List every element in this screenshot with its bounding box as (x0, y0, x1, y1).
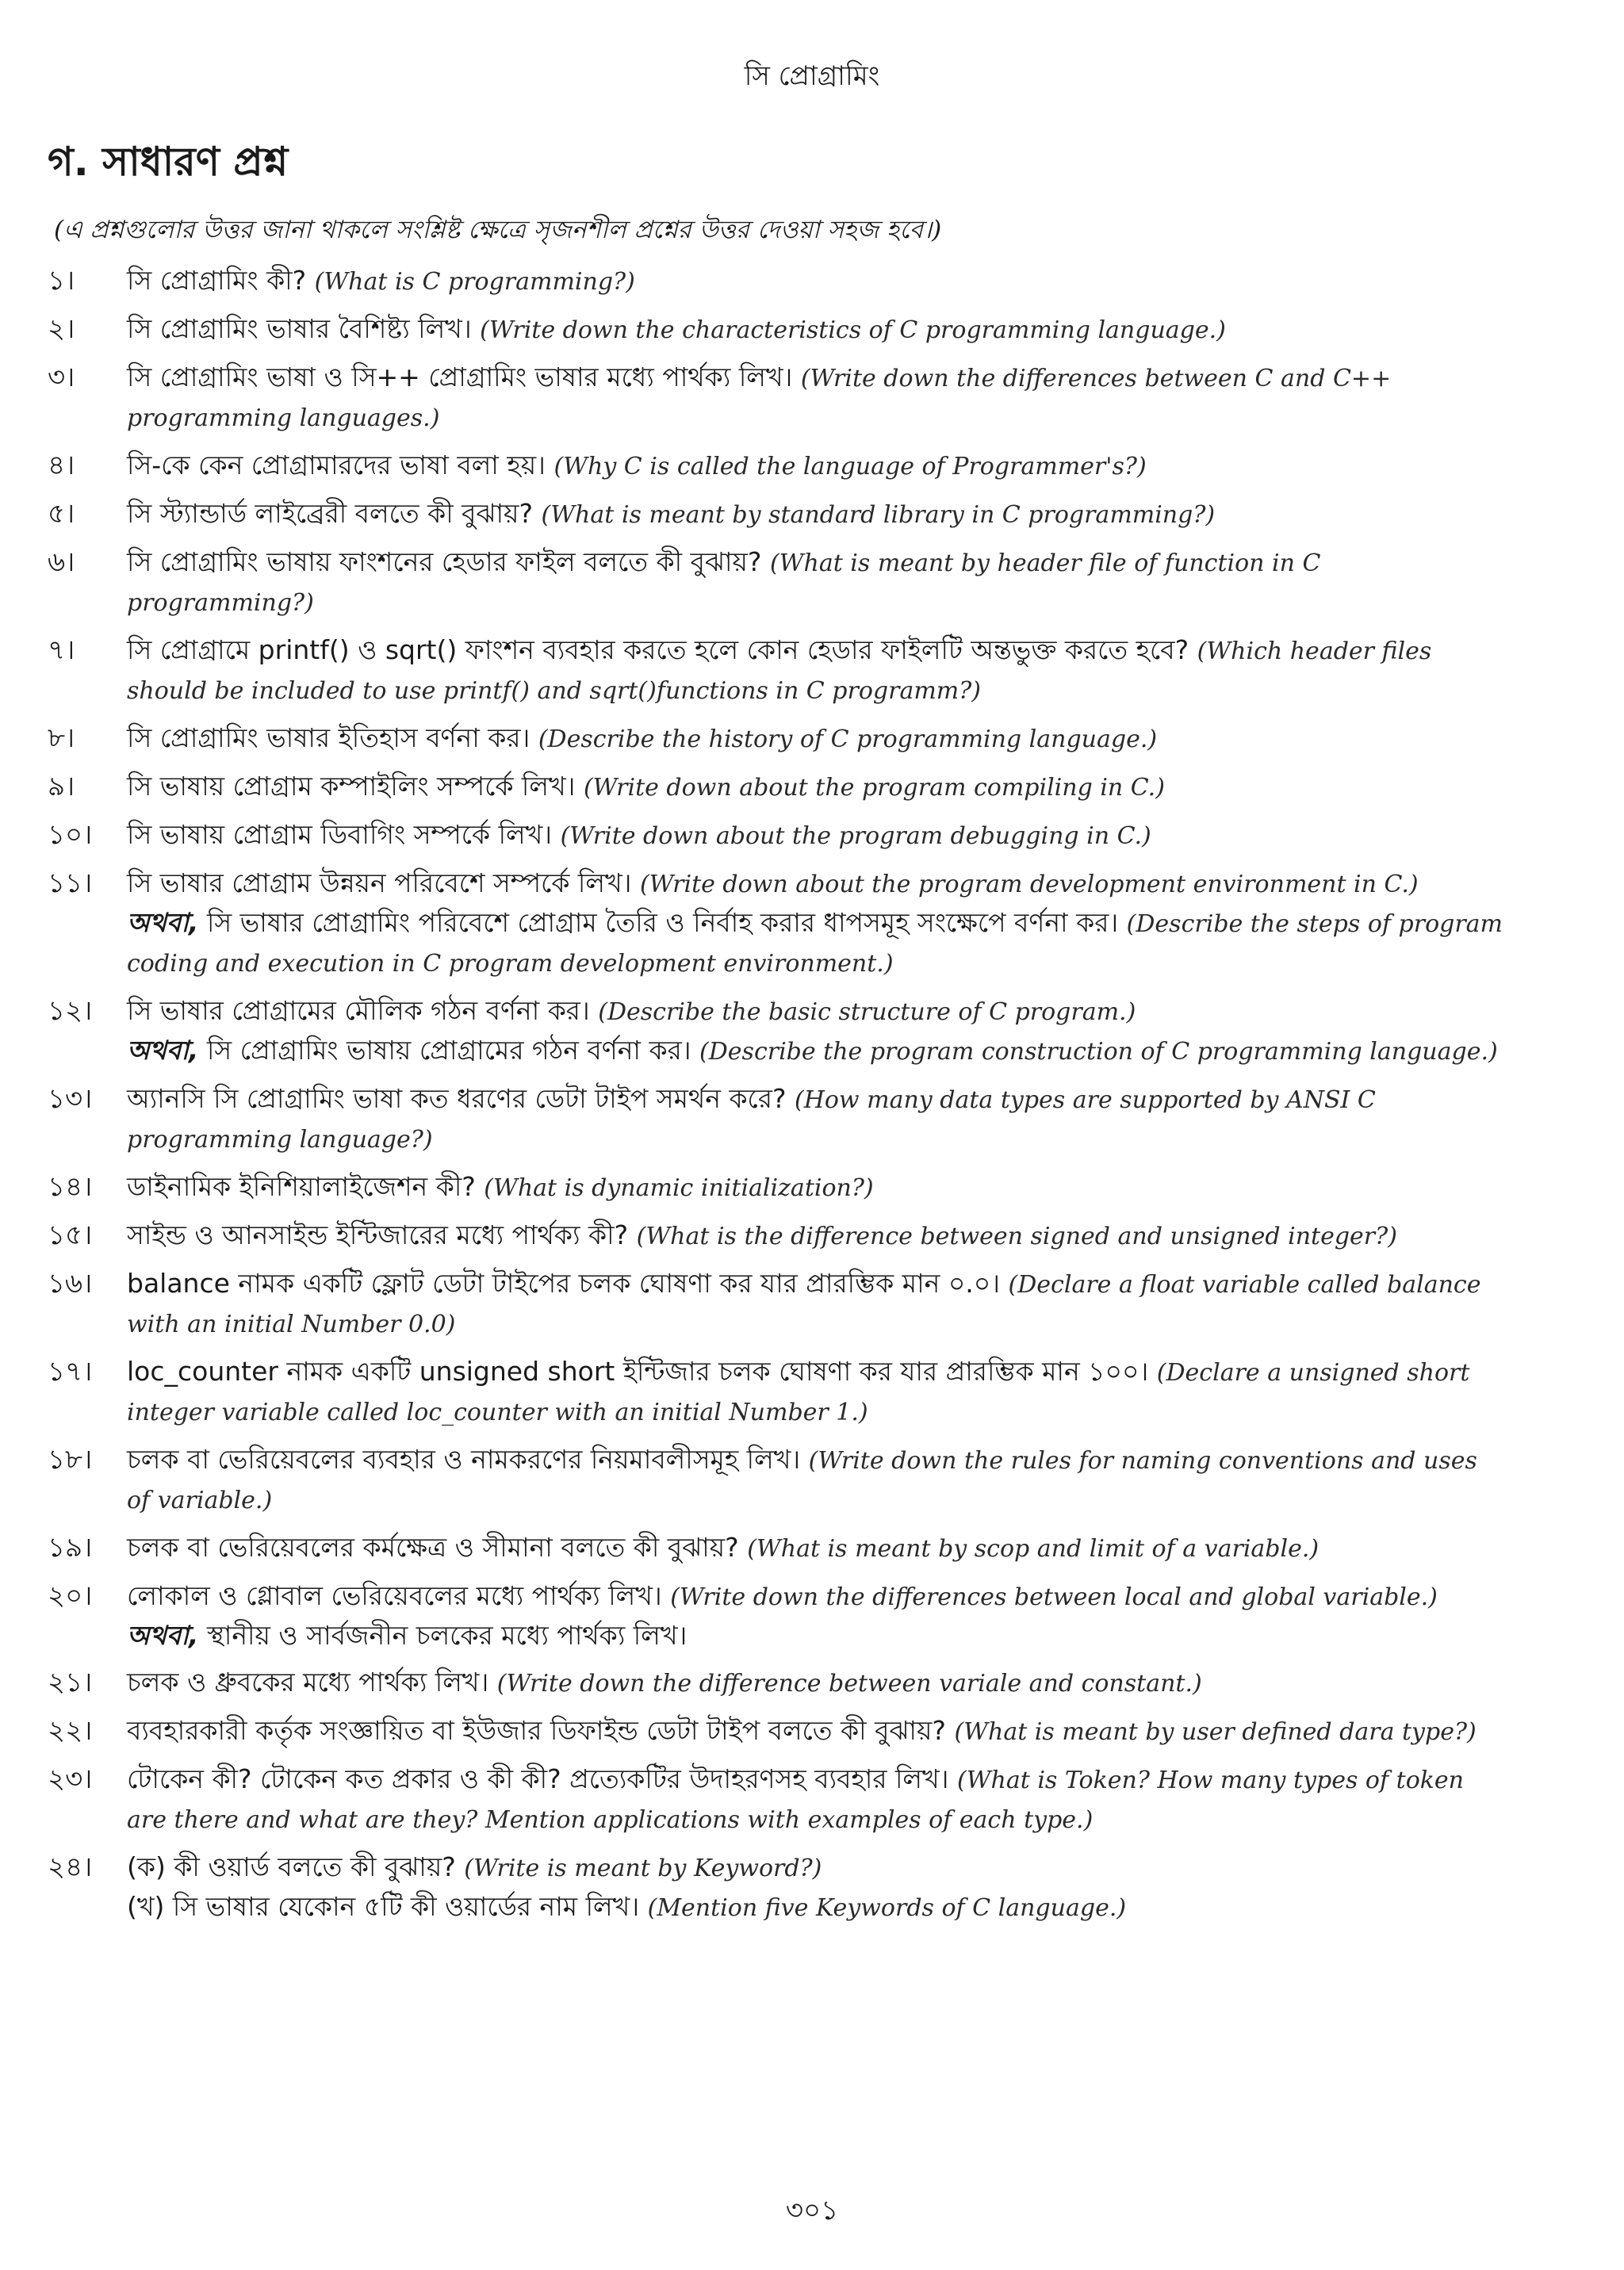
question-text-bn: ব্যবহারকারী কর্তৃক সংজ্ঞায়িত বা ইউজার ডিফাইন্ড ডেটা টাইপ বলতে কী বুঝায়? (127, 1715, 946, 1746)
alternative-question (127, 904, 1505, 983)
question-body (127, 1080, 1505, 1159)
question-item (48, 495, 1505, 534)
question-text-en: (What is C programming?) (314, 268, 635, 296)
question-item (48, 1168, 1505, 1208)
question-item (48, 446, 1505, 486)
question-number: ২০। (48, 1580, 93, 1612)
question-body (127, 1760, 1505, 1839)
sub-question-text-bn: (ক) কী ওয়ার্ড বলতে কী বুঝায়? (127, 1851, 456, 1882)
question-list (48, 262, 1505, 1927)
question-body (127, 1529, 1505, 1568)
alternative-text-en: (Describe the program construction of C programming language.) (699, 1038, 1498, 1066)
sub-question (127, 1848, 1505, 1888)
question-item (48, 1080, 1505, 1159)
question-number: ১০। (48, 819, 93, 851)
question-number: ৯। (48, 771, 75, 802)
section-note: (এ প্রশ্নগুলোর উত্তর জানা থাকলে সংশ্লিষ্ট ক্ষেত্রে সৃজনশীল প্রশ্নের উত্তর দেওয়া সহজ হবে।) (54, 216, 942, 244)
question-text-en: (What is meant by user defined dara type?) (954, 1718, 1477, 1746)
question-number: ১৭। (48, 1356, 93, 1388)
question-number: ১১। (48, 867, 93, 899)
question-item (48, 768, 1505, 807)
question-number: ২৪। (48, 1851, 93, 1883)
question-body (127, 1265, 1505, 1344)
question-number: ৬। (48, 546, 75, 578)
question-item (48, 1441, 1505, 1520)
page-number: ৩০১ (785, 2195, 839, 2226)
question-number: ১৯। (48, 1532, 93, 1564)
question-item (48, 358, 1505, 438)
alternative-text-bn: সি ভাষার প্রোগ্রামিং পরিবেশে প্রোগ্রাম তৈরি ও নির্বাহ করার ধাপসমূহ সংক্ষেপে বর্ণনা কর। (206, 907, 1119, 938)
alternative-label: অথবা, (127, 1035, 199, 1066)
question-text-en: (Write down the characteristics of C programming language.) (480, 316, 1226, 344)
question-number: ১৮। (48, 1444, 93, 1476)
question-body (127, 1577, 1505, 1655)
question-body (127, 816, 1505, 856)
alternative-text-bn: সি প্রোগ্রামিং ভাষায় প্রোগ্রামের গঠন বর্ণনা কর। (206, 1035, 691, 1066)
question-item (48, 1663, 1505, 1703)
question-text-bn: সি ভাষার প্রোগ্রামের মৌলিক গঠন বর্ণনা কর। (127, 995, 590, 1026)
question-number: ১৬। (48, 1268, 93, 1300)
question-text-bn: সি প্রোগ্রামিং ভাষার বৈশিষ্ট্য লিখ। (127, 313, 472, 344)
question-text-bn: চলক ও ধ্রুবকের মধ্যে পার্থক্য লিখ। (127, 1667, 489, 1698)
question-text-en: (Declare a unsigned short integer variable called loc_counter with an initial Number 1.) (127, 1359, 1470, 1426)
question-item (48, 1529, 1505, 1568)
question-body (127, 1848, 1505, 1927)
question-text-bn: লোকাল ও গ্লোবাল ভেরিয়েবলের মধ্যে পার্থক্য লিখ। (127, 1580, 662, 1611)
question-number: ১২। (48, 995, 93, 1027)
question-number: ৮। (48, 722, 75, 754)
question-text-en: (Write down the differences between C and C++ programming languages.) (127, 365, 1392, 432)
question-body (127, 719, 1505, 759)
question-text-en: (Write down the difference between variale and constant.) (496, 1670, 1202, 1698)
running-header: সি প্রোগ্রামিং (744, 60, 880, 92)
question-item (48, 1216, 1505, 1256)
question-number: ২। (48, 313, 75, 345)
question-item (48, 1848, 1505, 1927)
question-item (48, 816, 1505, 856)
question-number: ১৫। (48, 1219, 93, 1251)
question-body (127, 1663, 1505, 1703)
question-text-bn: loc_counter নামক একটি unsigned short ইন্টিজার চলক ঘোষণা কর যার প্রারম্ভিক মান ১০০। (127, 1356, 1149, 1387)
question-number: ৭। (48, 634, 75, 666)
question-number: ৪। (48, 450, 75, 481)
question-body (127, 495, 1505, 534)
question-text-en: (Write down about the program debugging in C.) (560, 822, 1151, 850)
question-number: ৫। (48, 498, 75, 530)
question-item (48, 1265, 1505, 1344)
question-text-bn: চলক বা ভেরিয়েবলের ব্যবহার ও নামকরণের নিয়মাবলীসমূহ লিখ। (127, 1444, 801, 1475)
question-number: ২১। (48, 1667, 93, 1698)
question-number: ২২। (48, 1715, 93, 1747)
question-text-en: (Write down the differences between local and global variable.) (670, 1583, 1438, 1611)
question-item (48, 1760, 1505, 1839)
question-item (48, 1712, 1505, 1751)
question-item (48, 543, 1505, 622)
question-body (127, 768, 1505, 807)
sub-question-text-en: (Write is meant by Keyword?) (464, 1855, 822, 1882)
alternative-label: অথবা, (127, 1620, 199, 1651)
question-number: ১৩। (48, 1083, 93, 1115)
question-number: ২৩। (48, 1763, 93, 1795)
question-text-bn: balance নামক একটি ফ্লোট ডেটা টাইপের চলক ঘোষণা কর যার প্রারম্ভিক মান ০.০। (127, 1268, 1001, 1299)
question-text-en: (What is meant by standard library in C programming?) (541, 501, 1216, 529)
question-text-en: (Declare a float variable called balance with an initial Number 0.0) (127, 1271, 1481, 1338)
question-text-en: (What is the difference between signed and unsigned integer?) (636, 1223, 1397, 1250)
question-number: ১৪। (48, 1171, 93, 1203)
sub-question-text-en: (Mention five Keywords of C language.) (647, 1894, 1127, 1922)
question-number: ১। (48, 265, 75, 297)
question-body (127, 446, 1505, 486)
question-item (48, 1577, 1505, 1655)
question-text-bn: সি-কে কেন প্রোগ্রামারদের ভাষা বলা হয়। (127, 450, 546, 480)
question-body (127, 992, 1505, 1071)
question-item (48, 864, 1505, 983)
question-text-bn: সি ভাষায় প্রোগ্রাম কম্পাইলিং সম্পর্কে লিখ। (127, 771, 576, 802)
question-text-bn: চলক বা ভেরিয়েবলের কর্মক্ষেত্র ও সীমানা বলতে কী বুঝায়? (127, 1532, 739, 1563)
question-text-bn: টোকেন কী? টোকেন কত প্রকার ও কী কী? প্রত্যেকটির উদাহরণসহ ব্যবহার লিখ। (127, 1763, 949, 1794)
question-item (48, 262, 1505, 301)
question-text-bn: সি স্ট্যান্ডার্ড লাইব্রেরী বলতে কী বুঝায়? (127, 498, 534, 529)
question-body (127, 1216, 1505, 1256)
question-text-en: (Write down the rules for naming conventions and uses of variable.) (127, 1447, 1477, 1514)
alternative-label: অথবা, (127, 907, 199, 938)
question-text-bn: অ্যানসি সি প্রোগ্রামিং ভাষা কত ধরণের ডেটা টাইপ সমর্থন করে? (127, 1083, 787, 1114)
question-text-bn: সি প্রোগ্রামিং কী? (127, 265, 307, 296)
question-text-en: (What is Token? How many types of token are there and what are they? Mention applications with examples of each type.) (127, 1767, 1465, 1834)
question-body (127, 543, 1505, 622)
question-text-bn: সি ভাষার প্রোগ্রাম উন্নয়ন পরিবেশে সম্পর্কে লিখ। (127, 867, 632, 898)
question-body (127, 310, 1505, 350)
alternative-question (127, 1032, 1505, 1071)
question-text-bn: সি প্রোগ্রামিং ভাষা ও সি++ প্রোগ্রামিং ভাষার মধ্যে পার্থক্য লিখ। (127, 362, 793, 392)
question-text-en: (What is meant by scop and limit of a variable.) (747, 1535, 1320, 1563)
question-body (127, 631, 1505, 710)
question-body (127, 864, 1505, 983)
question-number: ৩। (48, 362, 75, 393)
question-text-bn: ডাইনামিক ইনিশিয়ালাইজেশন কী? (127, 1171, 476, 1202)
question-text-bn: সি ভাষায় প্রোগ্রাম ডিবাগিং সম্পর্কে লিখ। (127, 819, 553, 850)
question-text-en: (Why C is called the language of Programmer's?) (553, 453, 1147, 480)
question-item (48, 631, 1505, 710)
question-body (127, 1712, 1505, 1751)
question-text-bn: সি প্রোগ্রামে printf() ও sqrt() ফাংশন ব্যবহার করতে হলে কোন হেডার ফাইলটি অন্তভুক্ত করতে হবে? (127, 634, 1189, 665)
question-item (48, 992, 1505, 1071)
question-text-en: (What is meant by header file of function in C programming?) (127, 549, 1321, 617)
question-text-en: (What is dynamic initialization?) (484, 1174, 874, 1202)
section-title: গ. সাধারণ প্রশ্ন (48, 139, 289, 185)
question-text-en: (Describe the basic structure of C program.) (598, 998, 1136, 1026)
question-item (48, 1353, 1505, 1432)
question-text-bn: সি প্রোগ্রামিং ভাষায় ফাংশনের হেডার ফাইল বলতে কী বুঝায়? (127, 546, 762, 577)
question-text-en: (Write down about the program development environment in C.) (639, 871, 1419, 898)
question-text-en: (How many data types are supported by ANSI C programming language?) (127, 1086, 1376, 1154)
question-text-en: (Write down about the program compiling in C.) (583, 774, 1165, 802)
question-body (127, 358, 1505, 438)
sub-question-text-bn: (খ) সি ভাষার যেকোন ৫টি কী ওয়ার্ডের নাম লিখ। (127, 1891, 640, 1922)
question-text-bn: সি প্রোগ্রামিং ভাষার ইতিহাস বর্ণনা কর। (127, 722, 530, 753)
question-item (48, 310, 1505, 350)
question-text-en: (Which header files should be included to use printf() and sqrt()functions in C programm?) (127, 637, 1432, 705)
alternative-text-bn: স্থানীয় ও সার্বজনীন চলকের মধ্যে পার্থক্য লিখ। (206, 1620, 688, 1651)
question-body (127, 1353, 1505, 1432)
question-item (48, 719, 1505, 759)
question-body (127, 262, 1505, 301)
question-text-bn: সাইন্ড ও আনসাইন্ড ইন্টিজারের মধ্যে পার্থক্য কী? (127, 1219, 629, 1250)
alternative-text-en: (Describe the steps of program coding and execution in C program development environment.) (127, 910, 1503, 978)
question-body (127, 1168, 1505, 1208)
question-text-en: (Describe the history of C programming language.) (538, 725, 1158, 753)
sub-question (127, 1888, 1505, 1927)
question-body (127, 1441, 1505, 1520)
